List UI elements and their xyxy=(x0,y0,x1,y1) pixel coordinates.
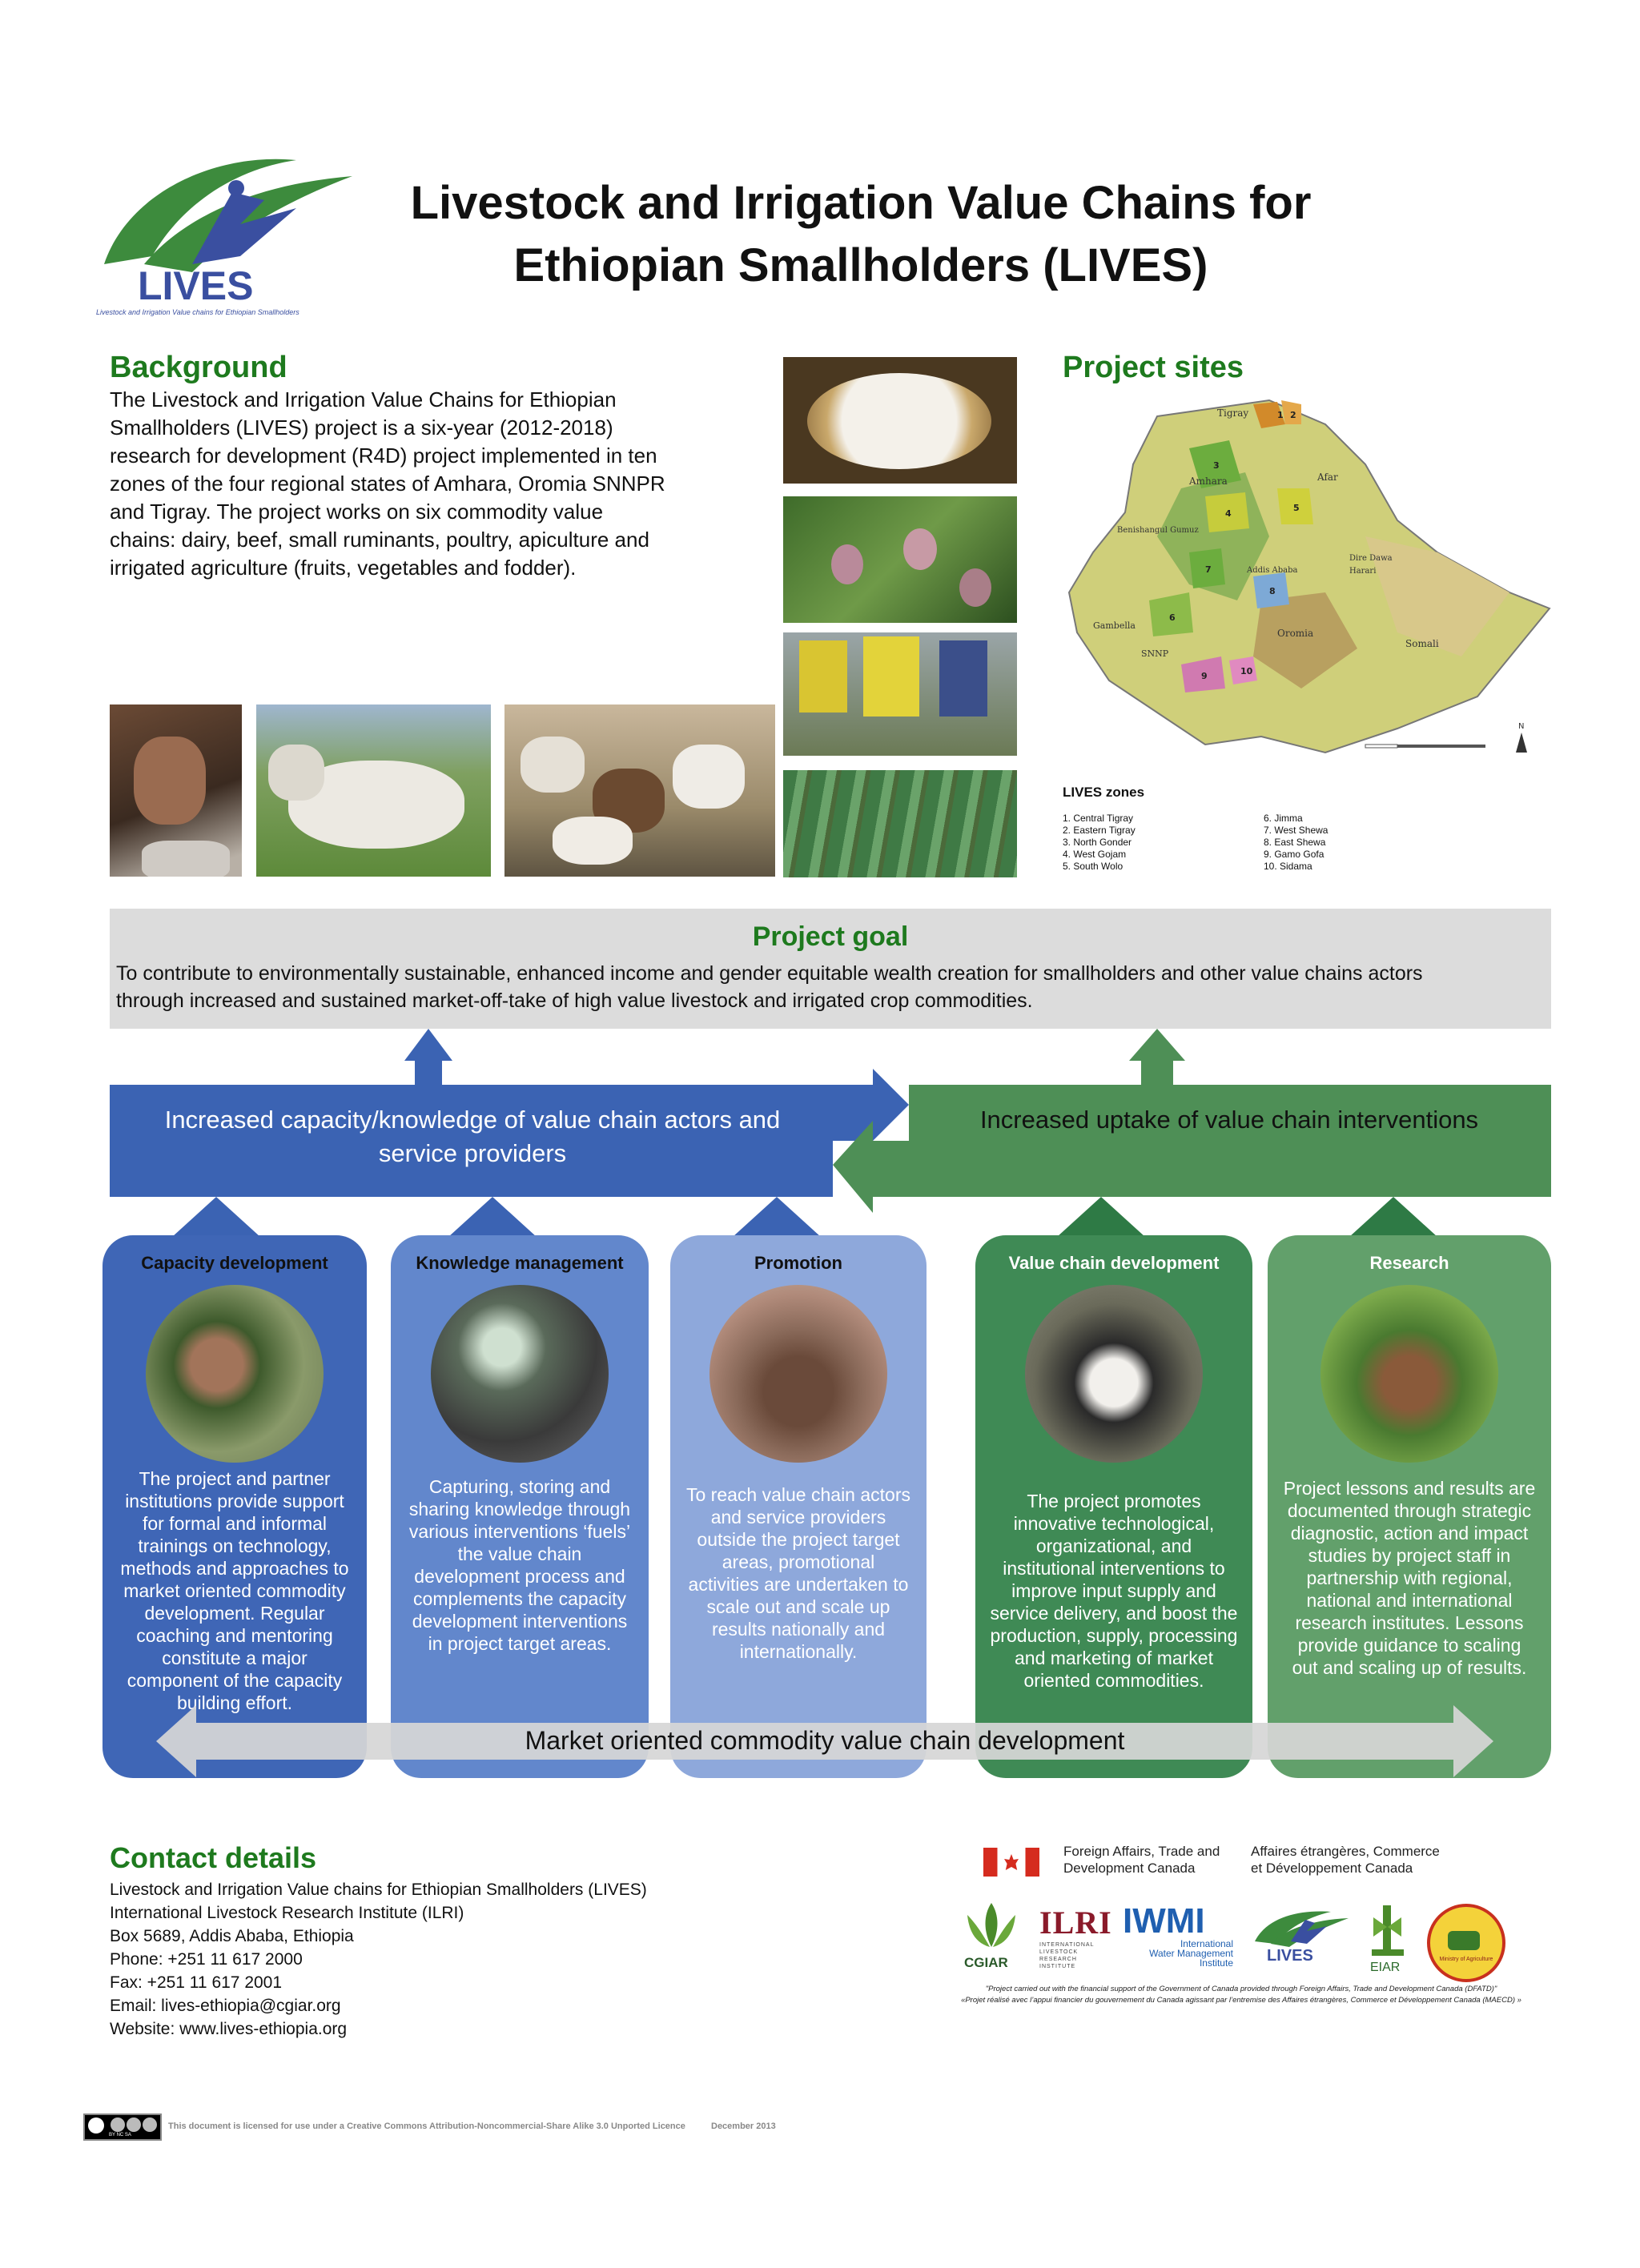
zone-item: 3. North Gonder xyxy=(1063,837,1132,848)
card-line: organizational, and xyxy=(1035,1535,1192,1556)
card-line: methods and approaches to xyxy=(120,1558,349,1579)
card-line: studies by project staff in xyxy=(1308,1545,1511,1566)
canada-text-fr xyxy=(1251,1843,1440,1877)
photo-eggs xyxy=(783,357,1017,484)
map-label: Afar xyxy=(1317,472,1338,483)
cgiar-logo xyxy=(959,1899,1023,1979)
market-arrow-text: Market oriented commodity value chain development xyxy=(525,1726,1125,1755)
footer-date: December 2013 xyxy=(711,2121,776,2131)
zone-item: 1. Central Tigray xyxy=(1063,813,1134,824)
photo-beehives xyxy=(783,632,1017,756)
map-label: Oromia xyxy=(1277,628,1314,639)
card-line: The project promotes xyxy=(1027,1491,1201,1511)
card-line: constitute a major xyxy=(162,1648,308,1668)
contact-line: Fax: +251 11 617 2001 xyxy=(110,1973,283,1992)
background-text xyxy=(110,386,782,582)
map-zone-number: 3 xyxy=(1213,460,1220,471)
card-photo xyxy=(431,1285,609,1463)
cc-icon xyxy=(88,2117,104,2134)
photo-goats xyxy=(504,704,775,877)
zone-item: 6. Jimma xyxy=(1264,813,1303,824)
eiar-text: EIAR xyxy=(1370,1961,1401,1974)
moa-seal xyxy=(1427,1904,1505,1982)
canada-text-en xyxy=(1063,1843,1220,1877)
background-line: research for development (R4D) project implemented in ten xyxy=(110,444,657,468)
card-line: and service providers xyxy=(710,1507,886,1527)
canada-text-line: et Développement Canada xyxy=(1251,1861,1413,1876)
funding-disclaimer xyxy=(921,1984,1562,2006)
card-title: Knowledge management xyxy=(416,1253,624,1273)
iwmi-text: IWMI xyxy=(1123,1901,1205,1941)
license-text: This document is licensed for use under a Creative Commons Attribution-Noncommercial-Share Alike 3.0 Unported Licence xyxy=(168,2121,685,2131)
photo-cattle xyxy=(256,704,491,877)
card-text xyxy=(117,1467,352,1714)
up-arrow-icon xyxy=(1129,1029,1185,1085)
card-line: various interventions ‘fuels’ xyxy=(408,1521,631,1542)
map-label: Amhara xyxy=(1189,476,1228,487)
canada-text-line: Development Canada xyxy=(1063,1861,1196,1876)
card-line: production, supply, processing xyxy=(990,1625,1238,1646)
zone-item: 4. West Gojam xyxy=(1063,849,1127,860)
contact-line: Livestock and Irrigation Value chains for Ethiopian Smallholders (LIVES) xyxy=(110,1881,647,1899)
card-line: areas, promotional xyxy=(722,1551,875,1572)
map-zone-number: 4 xyxy=(1225,508,1232,519)
disclaimer-line: «Projet réalisé avec l’appui financier du gouvernement du Canada agissant par l’entremise des Affaires étrangères, Commerce et Développement Canada (MAECD) » xyxy=(961,1996,1521,2005)
zone-item: 10. Sidama xyxy=(1264,861,1312,872)
lives-partner-text: LIVES xyxy=(1267,1947,1313,1965)
card-line: innovative technological, xyxy=(1013,1513,1215,1534)
map-label: SNNP xyxy=(1141,648,1169,659)
card-line: internationally. xyxy=(739,1641,858,1662)
moa-text: Ministry of Agriculture xyxy=(1439,1957,1493,1962)
card-line: service delivery, and boost the xyxy=(990,1603,1238,1624)
card-text xyxy=(405,1475,634,1655)
eiar-logo-icon xyxy=(1365,1901,1409,1959)
card-line: out and scaling up of results. xyxy=(1292,1657,1527,1678)
card-line: the value chain xyxy=(457,1543,582,1564)
card-line: The project and partner xyxy=(139,1468,331,1489)
ilri-logo xyxy=(1039,1904,1111,1976)
card-photo xyxy=(709,1285,887,1463)
background-line: Smallholders (LIVES) project is a six-year (2012-2018) xyxy=(110,415,613,440)
sa-icon xyxy=(143,2117,157,2132)
cgiar-text: CGIAR xyxy=(964,1955,1008,1970)
card-text xyxy=(1282,1477,1537,1679)
map-zone-number: 1 xyxy=(1277,410,1284,420)
ilri-text: ILRI xyxy=(1039,1905,1112,1941)
card-photo xyxy=(1320,1285,1498,1463)
ilri-sub: INTERNATIONAL xyxy=(1039,1942,1095,1948)
outcome-left-line: service providers xyxy=(378,1139,567,1167)
card-line: scale out and scale up xyxy=(706,1596,890,1617)
lives-partner-logo-icon xyxy=(1251,1905,1351,1953)
card-value-chain-development xyxy=(975,1235,1252,1778)
card-line: results nationally and xyxy=(711,1619,886,1640)
map-label: Harari xyxy=(1349,567,1377,576)
ethiopia-map-icon xyxy=(1061,392,1558,769)
outcome-right-text: Increased uptake of value chain interventions xyxy=(979,1106,1479,1134)
project-goal-box xyxy=(110,909,1551,1029)
map-label: Addis Ababa xyxy=(1247,566,1298,575)
north-label: N xyxy=(1518,722,1525,731)
card-line: trainings on technology, xyxy=(138,1535,332,1556)
iwmi-sub: Water Management xyxy=(1149,1948,1233,1959)
card-line: Project lessons and results are xyxy=(1283,1478,1536,1499)
iwmi-sub: International xyxy=(1180,1938,1233,1949)
card-line: coaching and mentoring xyxy=(136,1625,333,1646)
lives-logo xyxy=(96,144,368,320)
card-knowledge-management xyxy=(391,1235,649,1778)
card-line: complements the capacity xyxy=(413,1588,626,1609)
ethiopia-map xyxy=(1061,392,1558,769)
card-line: market oriented commodity xyxy=(123,1580,346,1601)
background-line: The Livestock and Irrigation Value Chains for Ethiopian xyxy=(110,387,617,411)
eiar-logo xyxy=(1365,1901,1409,1977)
outcome-left-line: Increased capacity/knowledge of value chain actors and xyxy=(164,1106,781,1134)
map-label: Somali xyxy=(1405,638,1439,649)
contact-details xyxy=(110,1878,647,2041)
outcome-left-text xyxy=(120,1103,825,1170)
card-title: Value chain development xyxy=(1008,1253,1220,1273)
card-line: in project target areas. xyxy=(428,1633,612,1654)
card-promotion xyxy=(670,1235,927,1778)
logo-tagline: Livestock and Irrigation Value chains for Ethiopian Smallholders xyxy=(96,308,299,316)
background-line: and Tigray. The project works on six commodity value xyxy=(110,500,604,524)
card-line: development process and xyxy=(414,1566,625,1587)
card-line: building effort. xyxy=(176,1692,293,1713)
card-line: outside the project target xyxy=(697,1529,900,1550)
card-research xyxy=(1268,1235,1551,1778)
project-goal-heading: Project goal xyxy=(752,921,909,952)
contact-line: International Livestock Research Institute (ILRI) xyxy=(110,1904,464,1922)
photo-milking xyxy=(110,704,242,877)
card-line: national and international xyxy=(1306,1590,1513,1611)
map-zone-number: 7 xyxy=(1205,564,1212,575)
card-line: component of the capacity xyxy=(127,1670,343,1691)
map-label: Dire Dawa xyxy=(1349,554,1393,563)
background-line: chains: dairy, beef, small ruminants, poultry, apiculture and xyxy=(110,528,649,552)
contact-line: Box 5689, Addis Ababa, Ethiopia xyxy=(110,1927,354,1945)
page-title-line2: Ethiopian Smallholders (LIVES) xyxy=(513,239,1208,291)
ilri-sub: LIVESTOCK RESEARCH xyxy=(1039,1949,1079,1962)
logo-text: LIVES xyxy=(138,263,254,308)
map-label: Gambella xyxy=(1093,620,1136,631)
lives-partner-logo xyxy=(1251,1905,1351,1969)
card-line: improve input supply and xyxy=(1011,1580,1216,1601)
background-line: irrigated agriculture (fruits, vegetables and fodder). xyxy=(110,556,577,580)
card-line: development. Regular xyxy=(144,1603,325,1624)
lives-zones-left xyxy=(1063,813,1136,873)
map-zone-number: 8 xyxy=(1269,586,1276,596)
ilri-sub: INSTITUTE xyxy=(1039,1964,1076,1969)
card-text xyxy=(990,1490,1238,1692)
contact-heading: Contact details xyxy=(110,1841,317,1874)
map-zone-number: 9 xyxy=(1201,671,1208,681)
card-line: documented through strategic xyxy=(1287,1500,1532,1521)
project-goal-line: To contribute to environmentally sustainable, enhanced income and gender equitable wealth creation for smallholders and other value chains actors xyxy=(116,962,1423,985)
canada-text-line: Affaires étrangères, Commerce xyxy=(1251,1844,1440,1859)
nc-icon xyxy=(127,2117,141,2132)
card-title: Promotion xyxy=(754,1253,842,1273)
cc-badge-text: BY NC SA xyxy=(109,2133,131,2138)
map-zone-number: 6 xyxy=(1169,612,1176,623)
canada-text-line: Foreign Affairs, Trade and xyxy=(1063,1844,1220,1859)
zone-item: 9. Gamo Gofa xyxy=(1264,849,1324,860)
photo-vegetables xyxy=(783,770,1017,877)
card-line: provide guidance to scaling xyxy=(1297,1635,1521,1656)
card-line: institutional interventions to xyxy=(1003,1558,1225,1579)
card-photo xyxy=(1025,1285,1203,1463)
map-label: Tigray xyxy=(1217,407,1249,419)
contact-line: Phone: +251 11 617 2000 xyxy=(110,1950,303,1969)
map-zone-number: 2 xyxy=(1290,410,1296,420)
canada-flag-icon xyxy=(983,1848,1039,1877)
card-title: Research xyxy=(1369,1253,1449,1273)
background-line: zones of the four regional states of Amhara, Oromia SNNPR xyxy=(110,472,665,496)
card-line: Capturing, storing and xyxy=(428,1476,611,1497)
zone-item: 7. West Shewa xyxy=(1264,825,1328,836)
page-title-line1: Livestock and Irrigation Value Chains for xyxy=(410,177,1312,229)
card-photo xyxy=(146,1285,324,1463)
card-title: Capacity development xyxy=(141,1253,328,1273)
card-capacity-development xyxy=(102,1235,367,1778)
card-line: research institutes. Lessons xyxy=(1295,1612,1524,1633)
zone-item: 5. South Wolo xyxy=(1063,861,1123,872)
disclaimer-line: "Project carried out with the financial support of the Government of Canada provided through Foreign Affairs, Trade and Development Canada (DFATD)" xyxy=(985,1985,1497,1993)
map-label: Benishangul Gumuz xyxy=(1117,526,1199,535)
contact-line[interactable]: Email: lives-ethiopia@cgiar.org xyxy=(110,1997,341,2015)
zone-item: 8. East Shewa xyxy=(1264,837,1326,848)
map-zone-number: 10 xyxy=(1240,666,1253,676)
cc-license-badge[interactable] xyxy=(83,2113,162,2141)
card-line: for formal and informal xyxy=(142,1513,328,1534)
page-title xyxy=(360,172,1361,297)
lives-zones-right xyxy=(1264,813,1328,873)
iwmi-sub: Institute xyxy=(1199,1957,1233,1969)
background-heading: Background xyxy=(110,351,287,384)
lives-zones-heading: LIVES zones xyxy=(1063,785,1145,800)
up-arrow-icon xyxy=(404,1029,452,1085)
card-line: diagnostic, action and impact xyxy=(1290,1523,1529,1543)
map-zone-number: 5 xyxy=(1293,503,1300,513)
card-line: activities are undertaken to xyxy=(688,1574,909,1595)
cgiar-logo-icon xyxy=(959,1899,1023,1955)
card-line: partnership with regional, xyxy=(1306,1568,1513,1588)
card-line: To reach value chain actors xyxy=(686,1484,910,1505)
card-line: development interventions xyxy=(412,1611,628,1632)
iwmi-logo xyxy=(1123,1901,1235,1976)
contact-line[interactable]: Website: www.lives-ethiopia.org xyxy=(110,2020,348,2038)
photo-mangoes xyxy=(783,496,1017,623)
card-line: sharing knowledge through xyxy=(408,1499,631,1519)
card-line: institutions provide support xyxy=(125,1491,344,1511)
card-line: oriented commodities. xyxy=(1023,1670,1204,1691)
card-text xyxy=(685,1483,912,1663)
project-goal-text xyxy=(116,960,1542,1014)
zone-item: 2. Eastern Tigray xyxy=(1063,825,1136,836)
project-goal-line: through increased and sustained market-off-take of high value livestock and irrigated crop commodities. xyxy=(116,989,1033,1012)
by-icon xyxy=(111,2117,125,2132)
card-line: and marketing of market xyxy=(1014,1648,1213,1668)
project-sites-heading: Project sites xyxy=(1063,351,1244,384)
